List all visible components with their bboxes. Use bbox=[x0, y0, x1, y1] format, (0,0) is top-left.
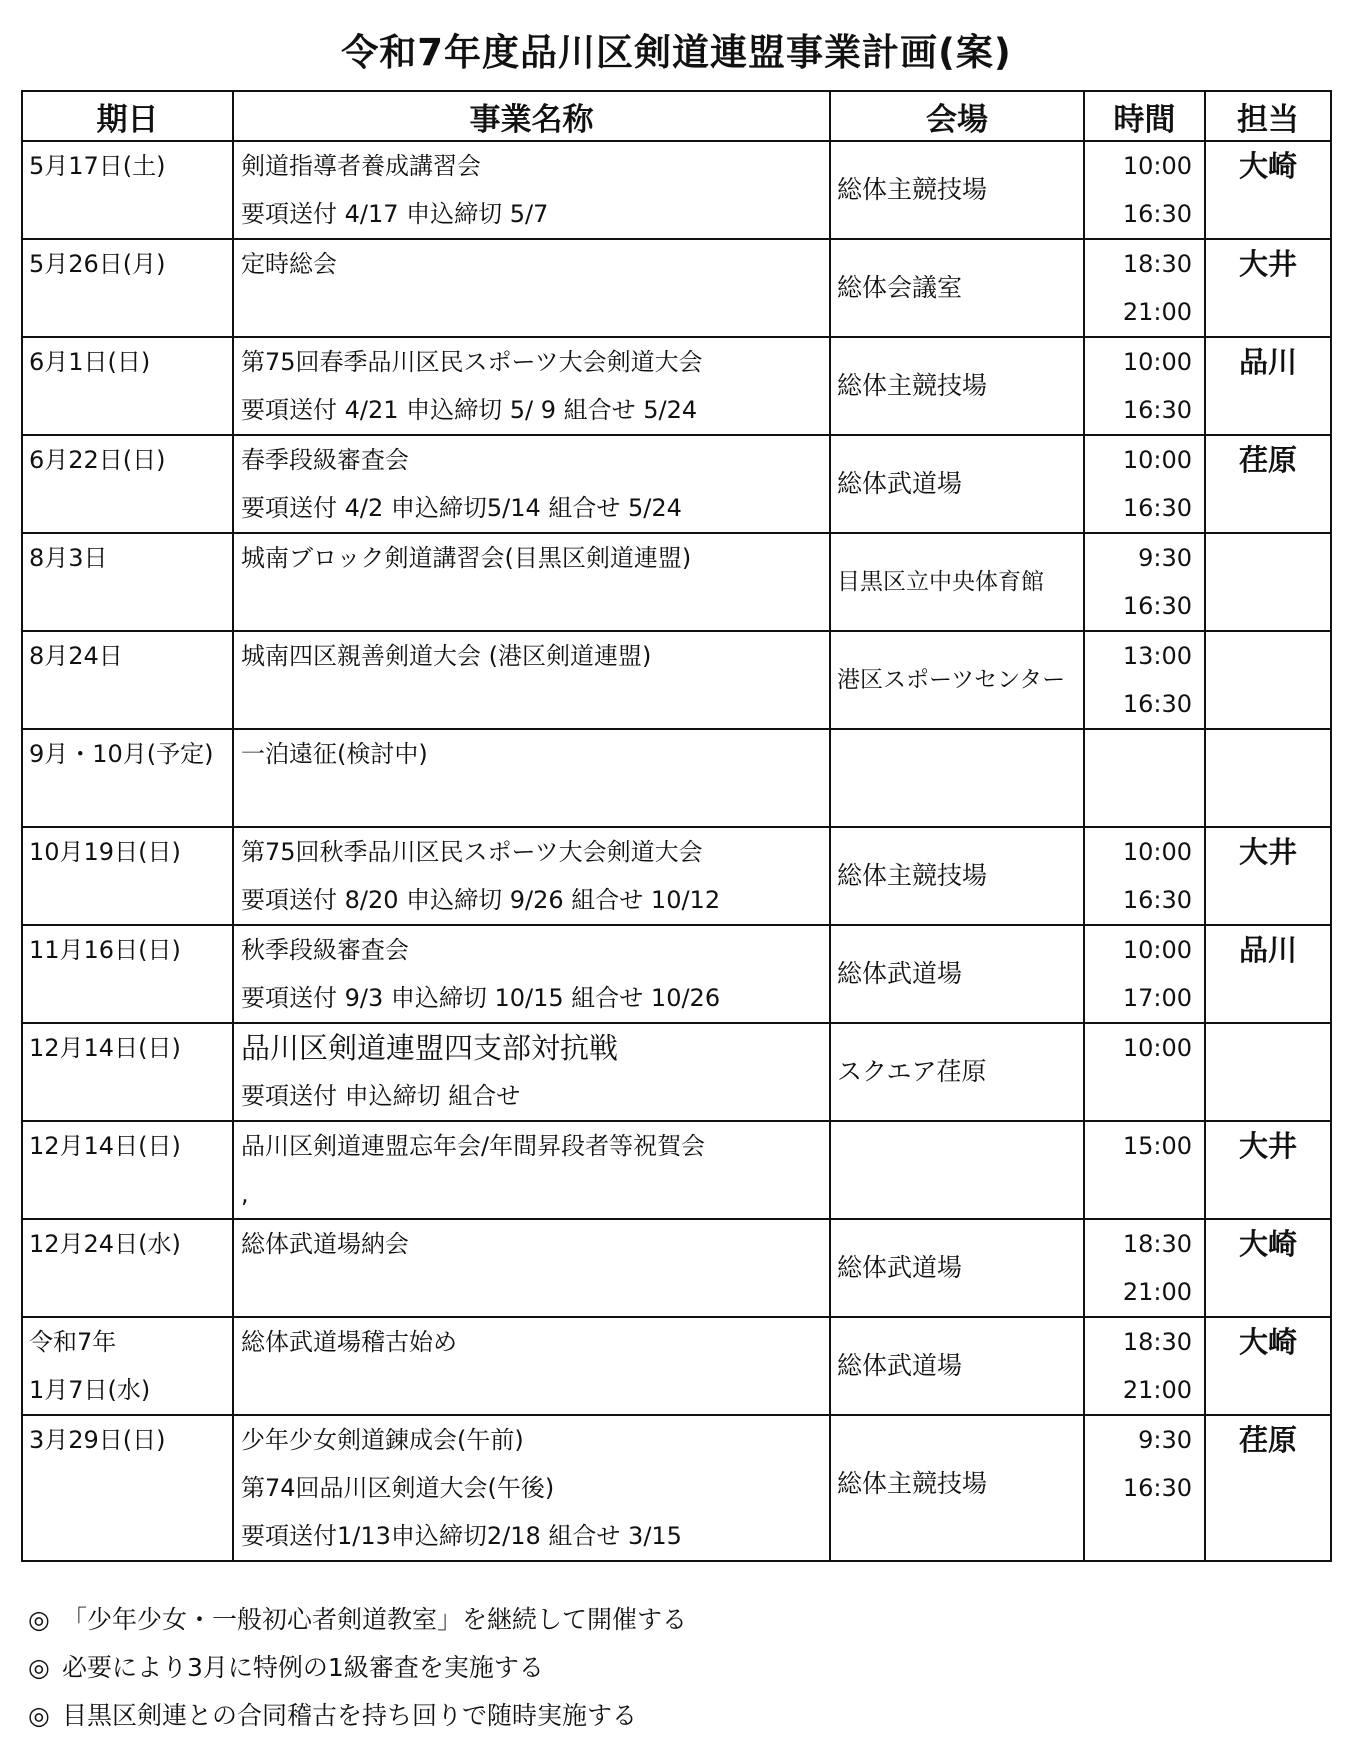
venue-text: 港区スポーツセンター bbox=[837, 667, 1066, 693]
staff-text: 大崎 bbox=[1238, 1227, 1297, 1261]
venue-text: 総体主競技場 bbox=[837, 175, 988, 204]
date-text: 8月3日 bbox=[29, 544, 108, 572]
date-text: 12月24日(水) bbox=[29, 1230, 181, 1258]
date-cell bbox=[22, 729, 233, 827]
end-time: 16:30 bbox=[1122, 690, 1192, 718]
staff-text: 大井 bbox=[1238, 835, 1297, 869]
date-cell bbox=[22, 631, 233, 729]
time-cell bbox=[1084, 239, 1205, 337]
venue-cell bbox=[830, 141, 1084, 239]
event-name-cell bbox=[233, 827, 830, 925]
event-detail: 要項送付 9/3 申込締切 10/15 組合せ 10/26 bbox=[241, 984, 721, 1012]
event-name: 春季段級審査会 bbox=[241, 446, 409, 474]
event-name-cell bbox=[233, 435, 830, 533]
event-detail: 要項送付 4/21 申込締切 5/ 9 組合せ 5/24 bbox=[241, 396, 698, 424]
start-time: 10:00 bbox=[1122, 1034, 1192, 1062]
venue-cell bbox=[830, 729, 1084, 827]
venue-text: 総体主競技場 bbox=[837, 1469, 988, 1498]
double-circle-icon: ◎ bbox=[28, 1653, 50, 1682]
venue-cell bbox=[830, 925, 1084, 1023]
venue-cell bbox=[830, 827, 1084, 925]
end-time: 17:00 bbox=[1122, 984, 1192, 1012]
event-name-cell bbox=[233, 1415, 830, 1561]
event-name-cell bbox=[233, 337, 830, 435]
time-cell bbox=[1084, 533, 1205, 631]
date-text: 5月26日(月) bbox=[29, 250, 166, 278]
venue-cell bbox=[830, 435, 1084, 533]
staff-text: 荏原 bbox=[1238, 1423, 1297, 1457]
table-row bbox=[22, 533, 1331, 631]
staff-cell bbox=[1205, 1415, 1331, 1561]
staff-cell bbox=[1205, 435, 1331, 533]
time-cell bbox=[1084, 1121, 1205, 1219]
staff-cell bbox=[1205, 533, 1331, 631]
header-venue: 会場 bbox=[830, 91, 1084, 141]
venue-text bbox=[831, 1122, 1083, 1218]
time-cell bbox=[1084, 141, 1205, 239]
event-name: 一泊遠征(検討中) bbox=[241, 740, 428, 768]
date-cell bbox=[22, 1121, 233, 1219]
table-row bbox=[22, 141, 1331, 239]
start-time: 18:30 bbox=[1122, 250, 1192, 278]
start-time: 10:00 bbox=[1122, 446, 1192, 474]
time-cell bbox=[1084, 435, 1205, 533]
date-cell bbox=[22, 827, 233, 925]
start-time: 10:00 bbox=[1122, 936, 1192, 964]
header-name: 事業名称 bbox=[233, 91, 830, 141]
venue-cell bbox=[830, 631, 1084, 729]
date-cell bbox=[22, 533, 233, 631]
date-text: 12月14日(日) bbox=[29, 1034, 181, 1062]
time-cell bbox=[1084, 1219, 1205, 1317]
staff-text: 大井 bbox=[1238, 247, 1297, 281]
note-item bbox=[28, 1644, 687, 1692]
event-name: 品川区剣道連盟四支部対抗戦 bbox=[241, 1031, 619, 1065]
time-cell bbox=[1084, 827, 1205, 925]
event-name-cell bbox=[233, 141, 830, 239]
double-circle-icon: ◎ bbox=[28, 1701, 50, 1730]
event-name: 城南四区親善剣道大会 (港区剣道連盟) bbox=[241, 642, 652, 670]
venue-cell bbox=[830, 1121, 1084, 1219]
event-name: 剣道指導者養成講習会 bbox=[241, 152, 481, 180]
event-detail: 要項送付 申込締切 組合せ bbox=[241, 1082, 521, 1110]
date-text: 5月17日(土) bbox=[29, 152, 166, 180]
venue-text: 総体武道場 bbox=[837, 1351, 963, 1380]
table-row bbox=[22, 827, 1331, 925]
end-time: 16:30 bbox=[1122, 1474, 1192, 1502]
header-staff: 担当 bbox=[1205, 91, 1331, 141]
event-name: 総体武道場納会 bbox=[241, 1230, 409, 1258]
staff-text bbox=[1206, 730, 1330, 778]
staff-cell bbox=[1205, 141, 1331, 239]
event-name: 品川区剣道連盟忘年会/年間昇段者等祝賀会 bbox=[241, 1132, 706, 1160]
staff-cell bbox=[1205, 1219, 1331, 1317]
staff-text: 荏原 bbox=[1238, 443, 1297, 477]
event-detail: 要項送付 4/2 申込締切5/14 組合せ 5/24 bbox=[241, 494, 682, 522]
start-time: 18:30 bbox=[1122, 1230, 1192, 1258]
staff-cell bbox=[1205, 337, 1331, 435]
event-name-cell bbox=[233, 533, 830, 631]
table-row bbox=[22, 435, 1331, 533]
table-row bbox=[22, 631, 1331, 729]
venue-text: 総体会議室 bbox=[837, 273, 963, 302]
staff-text bbox=[1206, 1024, 1330, 1072]
start-time: 9:30 bbox=[1138, 544, 1192, 572]
date-text: 3月29日(日) bbox=[29, 1426, 166, 1454]
venue-cell bbox=[830, 1219, 1084, 1317]
venue-cell bbox=[830, 1023, 1084, 1121]
end-time: 16:30 bbox=[1122, 494, 1192, 522]
venue-text: 総体主競技場 bbox=[837, 861, 988, 890]
note-item bbox=[28, 1596, 687, 1644]
header-row bbox=[22, 91, 1331, 141]
staff-cell bbox=[1205, 925, 1331, 1023]
end-time: 21:00 bbox=[1122, 1278, 1192, 1306]
venue-text: 総体主競技場 bbox=[837, 371, 988, 400]
staff-cell bbox=[1205, 827, 1331, 925]
date-cell bbox=[22, 337, 233, 435]
staff-text: 大崎 bbox=[1238, 149, 1297, 183]
date-cell bbox=[22, 239, 233, 337]
start-time: 10:00 bbox=[1122, 152, 1192, 180]
end-time: 16:30 bbox=[1122, 396, 1192, 424]
table-row bbox=[22, 925, 1331, 1023]
date-cell bbox=[22, 1219, 233, 1317]
time-cell bbox=[1084, 925, 1205, 1023]
date-text: 8月24日 bbox=[29, 642, 123, 670]
venue-cell bbox=[830, 1415, 1084, 1561]
venue-text: 総体武道場 bbox=[837, 1253, 963, 1282]
event-detail: 要項送付1/13申込締切2/18 組合せ 3/15 bbox=[241, 1522, 682, 1550]
event-name-cell bbox=[233, 239, 830, 337]
date-text: 10月19日(日) bbox=[29, 838, 181, 866]
event-name: 第75回春季品川区民スポーツ大会剣道大会 bbox=[241, 348, 703, 376]
end-time: 16:30 bbox=[1122, 200, 1192, 228]
date-text: 11月16日(日) bbox=[29, 936, 181, 964]
start-time: 10:00 bbox=[1122, 348, 1192, 376]
event-name: 秋季段級審査会 bbox=[241, 936, 409, 964]
venue-cell bbox=[830, 1317, 1084, 1415]
date-text: 12月14日(日) bbox=[29, 1132, 181, 1160]
date-cell bbox=[22, 925, 233, 1023]
event-name-cell bbox=[233, 925, 830, 1023]
end-time: 21:00 bbox=[1122, 1376, 1192, 1404]
double-circle-icon: ◎ bbox=[28, 1605, 50, 1634]
date-text: 令和7年 bbox=[29, 1328, 117, 1356]
date-text: 6月1日(日) bbox=[29, 348, 151, 376]
start-time: 18:30 bbox=[1122, 1328, 1192, 1356]
end-time: 16:30 bbox=[1122, 592, 1192, 620]
venue-cell bbox=[830, 337, 1084, 435]
event-name-cell bbox=[233, 1219, 830, 1317]
header-date: 期日 bbox=[22, 91, 233, 141]
venue-text: 総体武道場 bbox=[837, 959, 963, 988]
start-time: 10:00 bbox=[1122, 838, 1192, 866]
staff-text bbox=[1206, 632, 1330, 680]
note-text: 目黒区剣連との合同稽古を持ち回りで随時実施する bbox=[62, 1701, 638, 1730]
event-name: 城南ブロック剣道講習会(目黒区剣道連盟) bbox=[241, 544, 692, 572]
venue-text: 総体武道場 bbox=[837, 469, 963, 498]
start-time: 13:00 bbox=[1122, 642, 1192, 670]
notes-list bbox=[28, 1596, 687, 1740]
venue-text: スクエア荏原 bbox=[837, 1057, 987, 1086]
event-detail: 要項送付 4/17 申込締切 5/7 bbox=[241, 200, 549, 228]
event-name-cell bbox=[233, 1121, 830, 1219]
staff-text bbox=[1206, 534, 1330, 582]
date-text: 6月22日(日) bbox=[29, 446, 166, 474]
start-time: 9:30 bbox=[1138, 1426, 1192, 1454]
table-row bbox=[22, 239, 1331, 337]
event-name: 第75回秋季品川区民スポーツ大会剣道大会 bbox=[241, 838, 703, 866]
staff-text: 大崎 bbox=[1238, 1325, 1297, 1359]
staff-cell bbox=[1205, 239, 1331, 337]
header-time: 時間 bbox=[1084, 91, 1205, 141]
time-cell bbox=[1084, 1415, 1205, 1561]
event-name-cell bbox=[233, 1023, 830, 1121]
venue-text bbox=[831, 730, 1083, 826]
event-name: 少年少女剣道錬成会(午前) bbox=[241, 1426, 524, 1454]
table-row bbox=[22, 1317, 1331, 1415]
end-time: 21:00 bbox=[1122, 298, 1192, 326]
table-row bbox=[22, 1219, 1331, 1317]
page-title: 令和7年度品川区剣道連盟事業計画(案) bbox=[341, 31, 1012, 74]
date-cell bbox=[22, 1415, 233, 1561]
table-row bbox=[22, 337, 1331, 435]
event-name: 定時総会 bbox=[241, 250, 337, 278]
time-cell bbox=[1084, 729, 1205, 827]
staff-cell bbox=[1205, 631, 1331, 729]
note-text: 「少年少女・一般初心者剣道教室」を継続して開催する bbox=[62, 1605, 688, 1634]
staff-text: 品川 bbox=[1238, 933, 1297, 967]
staff-text: 大井 bbox=[1238, 1129, 1297, 1163]
time-cell bbox=[1084, 1023, 1205, 1121]
date-cell bbox=[22, 141, 233, 239]
event-name-cell bbox=[233, 631, 830, 729]
note-item bbox=[28, 1692, 687, 1740]
date-cell bbox=[22, 1023, 233, 1121]
event-name-cell bbox=[233, 729, 830, 827]
time-cell bbox=[1084, 1317, 1205, 1415]
table-row bbox=[22, 1415, 1331, 1561]
staff-cell bbox=[1205, 729, 1331, 827]
table-row bbox=[22, 1023, 1331, 1121]
venue-cell bbox=[830, 533, 1084, 631]
date-cell bbox=[22, 435, 233, 533]
note-text: 必要により3月に特例の1級審査を実施する bbox=[62, 1653, 544, 1682]
end-time: 16:30 bbox=[1122, 886, 1192, 914]
event-detail: 要項送付 8/20 申込締切 9/26 組合せ 10/12 bbox=[241, 886, 721, 914]
event-name-cell bbox=[233, 1317, 830, 1415]
event-detail: 第74回品川区剣道大会(午後) bbox=[241, 1474, 555, 1502]
staff-cell bbox=[1205, 1121, 1331, 1219]
venue-cell bbox=[830, 239, 1084, 337]
date-text: 9月・10月(予定) bbox=[29, 740, 214, 768]
staff-cell bbox=[1205, 1317, 1331, 1415]
table-row bbox=[22, 1121, 1331, 1219]
table-row bbox=[22, 729, 1331, 827]
date-text: 1月7日(水) bbox=[29, 1376, 151, 1404]
staff-cell bbox=[1205, 1023, 1331, 1121]
start-time: 15:00 bbox=[1122, 1132, 1192, 1160]
staff-text: 品川 bbox=[1238, 345, 1297, 379]
schedule-table bbox=[21, 90, 1332, 1562]
venue-text: 目黒区立中央体育館 bbox=[837, 569, 1044, 595]
schedule-body bbox=[22, 141, 1331, 1561]
event-name: 総体武道場稽古始め bbox=[241, 1328, 457, 1356]
time-cell bbox=[1084, 337, 1205, 435]
date-cell bbox=[22, 1317, 233, 1415]
time-cell bbox=[1084, 631, 1205, 729]
event-detail: , bbox=[241, 1180, 249, 1208]
